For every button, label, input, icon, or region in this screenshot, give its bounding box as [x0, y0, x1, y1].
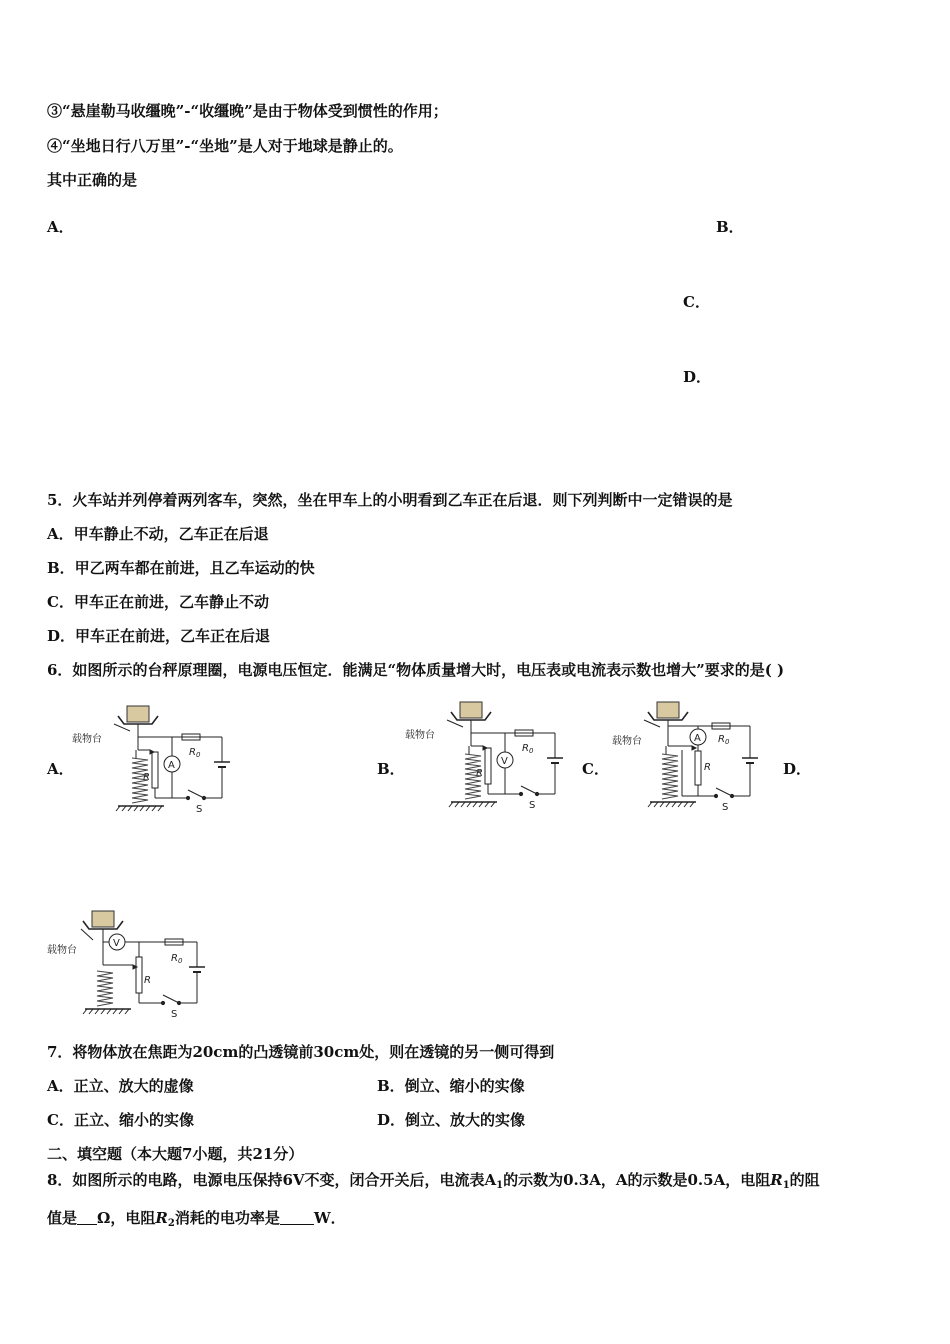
q7-stem: 7．将物体放在焦距为20cm的凸透镜前30cm处，则在透镜的另一侧可得到 [47, 1043, 555, 1061]
q4-statement-4: ④“坐地日行八万里”-“坐地”是人对于地球是静止的。 [47, 137, 403, 155]
svg-text:R0 [171, 953, 183, 965]
q7-option-a[interactable]: A．正立、放大的虚像 [47, 1077, 194, 1095]
svg-text:R0 [189, 747, 201, 759]
platform-label: 载物台 [612, 736, 642, 747]
q5-option-d[interactable]: D．甲车正在前进，乙车正在后退 [47, 627, 271, 645]
q8-text-2: 的示数为0.3A，A的示数是0.5A，电阻 [503, 1171, 771, 1189]
circuit-diagram-d [47, 905, 217, 1020]
section-heading: 二、填空题（本大题7小题，共21分） [47, 1145, 304, 1163]
q4-option-a[interactable]: A． [47, 218, 74, 236]
voltmeter-icon: V [501, 756, 508, 767]
ammeter-icon: A [694, 733, 701, 744]
q8-stem-line1 [47, 1170, 820, 1196]
switch-label: S [722, 802, 729, 811]
q8-blank-1[interactable] [77, 1210, 97, 1225]
q5-option-a[interactable]: A．甲车静止不动，乙车正在后退 [47, 525, 269, 543]
q8-unit-ohm: Ω，电阻 [97, 1209, 156, 1227]
voltmeter-icon: V [113, 938, 120, 949]
r0-label: R [171, 953, 178, 964]
circuit-diagram-b [405, 696, 575, 811]
switch-label: S [196, 804, 203, 815]
q4-option-c[interactable]: C． [683, 293, 710, 311]
q8-r1-letter: R [770, 1171, 783, 1189]
q5-stem: 5．火车站并列停着两列客车，突然，坐在甲车上的小明看到乙车正在后退．则下列判断中一定错误的是 [47, 491, 733, 509]
q8-text-4: 值是 [47, 1209, 78, 1227]
r0-label-sub: 0 [724, 738, 730, 746]
q8-stem-line2 [47, 1208, 346, 1234]
ammeter-icon: A [168, 760, 175, 771]
q5-option-b[interactable]: B．甲乙两车都在前进，且乙车运动的快 [47, 559, 315, 577]
q7-option-b[interactable]: B．倒立、缩小的实像 [377, 1077, 525, 1095]
switch-label: S [171, 1009, 178, 1020]
svg-text:R0 [522, 743, 534, 755]
switch-label: S [529, 800, 536, 811]
q8-a1-sub: 1 [496, 1180, 504, 1191]
q8-text-1: 8．如图所示的电路，电源电压保持6V不变，闭合开关后，电流表A [47, 1171, 497, 1189]
svg-text:R0 [718, 734, 730, 746]
r-label: R [476, 768, 483, 779]
q6-option-b[interactable]: B． [377, 760, 405, 778]
q8-text-5: 消耗的电功率是 [174, 1209, 280, 1227]
r0-label-sub: 0 [528, 747, 534, 755]
r0-label-sub: 0 [177, 957, 183, 965]
r-label: R [144, 975, 151, 986]
r0-label-sub: 0 [195, 751, 201, 759]
r0-label: R [189, 747, 196, 758]
q6-option-c[interactable]: C． [582, 760, 609, 778]
q5-option-c[interactable]: C．甲车正在前进，乙车静止不动 [47, 593, 269, 611]
platform-label: 载物台 [72, 734, 102, 745]
circuit-diagram-c [612, 696, 782, 811]
q6-stem: 6．如图所示的台秤原理圈，电源电压恒定．能满足“物体质量增大时，电压表或电流表示数也增大”要求的是( ) [47, 661, 785, 679]
r-label: R [143, 772, 150, 783]
platform-label: 载物台 [47, 945, 77, 956]
r0-label: R [522, 743, 529, 754]
r-label: R [704, 762, 711, 773]
q7-option-d[interactable]: D．倒立、放大的实像 [377, 1111, 526, 1129]
q4-option-d[interactable]: D． [683, 368, 712, 386]
q8-r2-letter: R [155, 1209, 168, 1227]
q8-unit-w: W． [313, 1209, 346, 1227]
q8-blank-2[interactable] [280, 1210, 314, 1225]
circuit-diagram-a [72, 700, 242, 815]
r0-label: R [718, 734, 725, 745]
q6-option-a[interactable]: A． [47, 760, 74, 778]
q8-r2-sub: 2 [167, 1218, 175, 1229]
q8-r1-sub: 1 [782, 1180, 790, 1191]
q4-prompt: 其中正确的是 [47, 171, 138, 189]
platform-label: 载物台 [405, 730, 435, 741]
q4-statement-3: ③“悬崖勒马收缰晚”-“收缰晚”是由于物体受到惯性的作用； [47, 102, 448, 120]
q4-option-b[interactable]: B． [716, 218, 744, 236]
q7-option-c[interactable]: C．正立、缩小的实像 [47, 1111, 194, 1129]
q8-text-3: 的阻 [789, 1171, 820, 1189]
q6-option-d[interactable]: D． [783, 760, 812, 778]
